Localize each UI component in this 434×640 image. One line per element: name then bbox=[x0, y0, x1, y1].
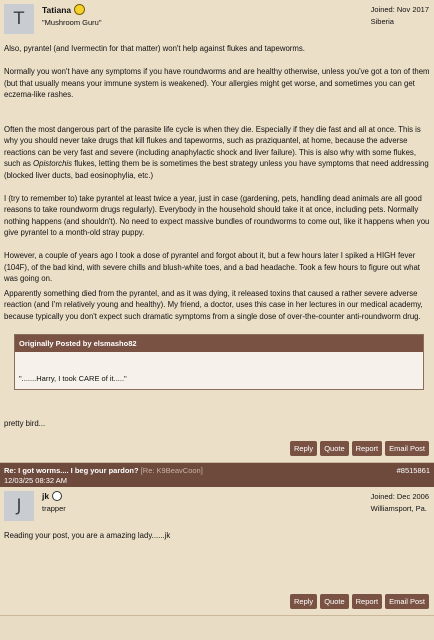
post-body-tail bbox=[0, 392, 434, 430]
user-location: Siberia bbox=[370, 17, 394, 26]
paragraph: However, a couple of years ago I took a dose of pyrantel and forgot about it, but a few hours later I spiked a HIGH fever (104F), of the bad kind, with severe chills and blush-white toes, and a bad headache. Took a few hours to figure out what was going on. bbox=[4, 251, 420, 283]
paragraph: I (try to remember to) take pyrantel at least twice a year, just in case (gardening, pets, handling dead animals are all good reasons to take roundworm drugs regularly). Everybody in the household should take it at once, including pets. Normally nothing happens (and shouldn't). No need to expect massive bundles of roundworms to come out, like it happens when you give pyrantel to a month-old stray puppy. bbox=[4, 193, 430, 237]
paragraph: Normally you won't have any symptoms if you have roundworms and are healthy otherwise, unless you've got a ton of them (but that usually means your immune system is weakened). Your allergies might get worse, and sometimes you can get eczema-like rashes. bbox=[4, 67, 430, 99]
username[interactable]: Tatiana bbox=[42, 4, 72, 15]
post-id-link[interactable]: #8515861 bbox=[396, 465, 430, 475]
post-actions bbox=[0, 441, 434, 462]
post-datetime: 12/03/25 08:32 AM bbox=[4, 475, 67, 485]
quote-button[interactable]: Quote bbox=[320, 441, 348, 456]
post-jk bbox=[0, 487, 434, 616]
reply-to-link[interactable]: [Re: K9BeavCoon] bbox=[140, 465, 203, 475]
user-title: trapper bbox=[42, 503, 66, 513]
paragraph: Reading your post, you are a amazing lady......jk bbox=[4, 530, 171, 540]
post-header bbox=[0, 487, 434, 527]
user-info bbox=[42, 4, 102, 27]
report-button[interactable]: Report bbox=[352, 441, 383, 456]
paragraph: pretty bird... bbox=[4, 418, 46, 428]
paragraph: Also, pyrantel (and Ivermectin for that matter) won't help against flukes and tapeworms. bbox=[4, 44, 305, 53]
email-post-button[interactable]: Email Post bbox=[385, 594, 429, 609]
post-actions bbox=[0, 588, 434, 615]
paragraph: Often the most dangerous part of the parasite life cycle is when they die. Especially if they die fast and all at once. This is why you should never take drugs that kill flukes and tapeworms, such as praziquantel, at home, because the adverse reactions can be very fast and severe (including anaphylactic shock and liver failure). This is also why with some flukes, such as Opistorchis flukes, letting them be is sometimes the best strategy unless you have symptoms that need addressing (blocked liver ducts, bad eosinophylia, etc.) bbox=[4, 124, 429, 180]
quote-text: ".......Harry, I took CARE of it....." bbox=[15, 352, 423, 389]
reply-button[interactable]: Reply bbox=[290, 594, 317, 609]
user-info bbox=[42, 491, 66, 513]
paragraph: Apparently something died from the pyrantel, and as it was dying, it released toxins that caused a rather severe adverse reaction (and I'm relatively young and healthy). My friend, a doctor, uses this case in her lectures in our medical academy, because typically you don't expect such dramatic symptoms from a single dose of over-the-counter anti-roundworm drug. bbox=[4, 288, 423, 321]
quote-button[interactable]: Quote bbox=[320, 594, 348, 609]
email-post-button[interactable]: Email Post bbox=[385, 441, 429, 456]
joined-date: Joined: Dec 2006 bbox=[370, 491, 429, 501]
avatar[interactable]: J bbox=[4, 491, 34, 521]
report-button[interactable]: Report bbox=[352, 594, 383, 609]
post-title[interactable]: Re: I got worms.... I beg your pardon? bbox=[4, 465, 139, 475]
post-header bbox=[0, 0, 434, 40]
quote-block bbox=[14, 334, 424, 390]
username[interactable]: jk bbox=[42, 490, 50, 501]
avatar[interactable]: T bbox=[4, 4, 34, 34]
user-meta bbox=[371, 4, 429, 28]
post-body bbox=[0, 40, 434, 322]
smiley-icon bbox=[74, 4, 85, 15]
user-meta bbox=[371, 491, 429, 515]
joined-date: Joined: Nov 2017 bbox=[370, 5, 429, 14]
user-title: "Mushroom Guru" bbox=[42, 18, 102, 27]
post-body bbox=[0, 527, 434, 588]
post-title-bar bbox=[0, 463, 434, 487]
user-location: Williamsport, Pa. bbox=[370, 503, 427, 513]
quote-header: Originally Posted by elsmasho82 bbox=[15, 335, 423, 352]
reply-button[interactable]: Reply bbox=[290, 441, 317, 456]
offline-status-icon bbox=[52, 491, 62, 501]
